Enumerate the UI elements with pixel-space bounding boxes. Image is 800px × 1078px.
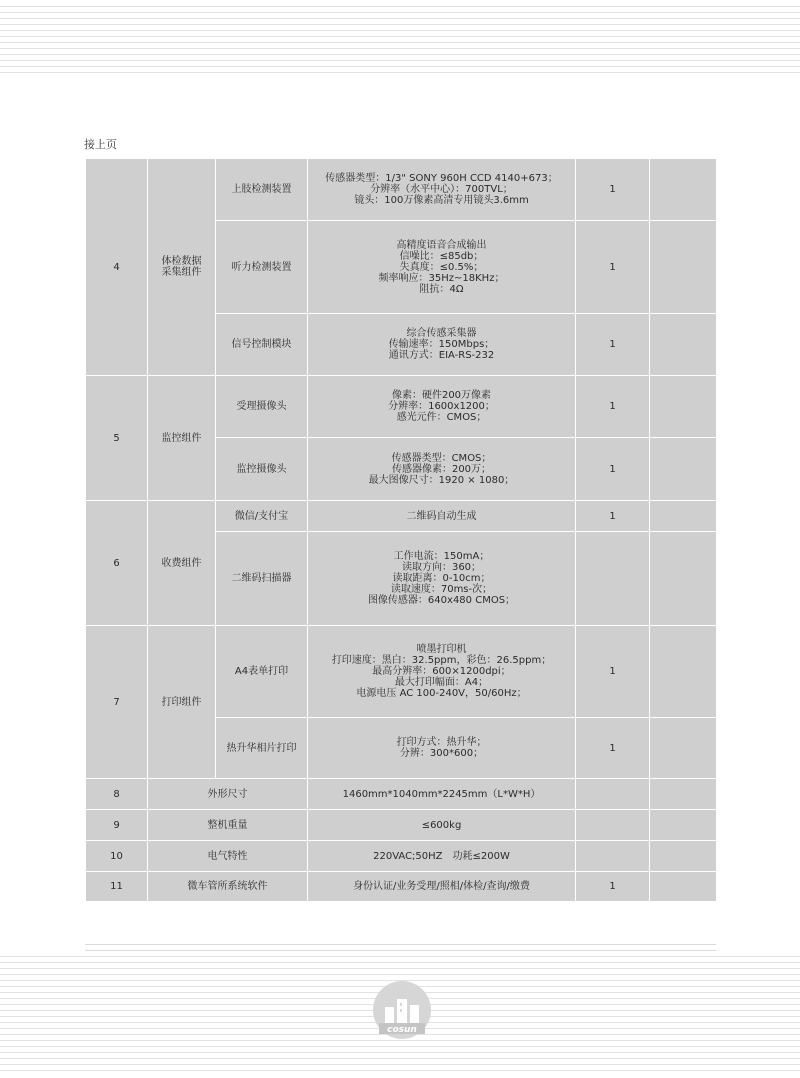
row-number: 6 xyxy=(86,501,148,626)
stripe-line xyxy=(0,36,800,37)
row-number: 4 xyxy=(86,159,148,376)
item-note xyxy=(650,872,717,902)
category-cell: 收费组件 xyxy=(148,501,216,626)
stripe-line xyxy=(85,944,716,945)
item-name: 二维码扫描器 xyxy=(216,532,308,626)
item-note xyxy=(650,779,717,810)
item-name: 热升华相片打印 xyxy=(216,718,308,779)
item-note xyxy=(650,438,717,501)
item-desc: 打印方式：热升华； 分辨：300*600； xyxy=(308,718,576,779)
category-cell xyxy=(148,159,216,376)
item-note xyxy=(650,159,717,221)
item-qty: 1 xyxy=(576,626,650,718)
item-name: 微信/支付宝 xyxy=(216,501,308,532)
stripe-line xyxy=(0,48,800,49)
item-desc: 传感器类型：CMOS； 传感器像素：200万； 最大图像尺寸：1920 × 1080； xyxy=(308,438,576,501)
stripe-line xyxy=(0,1052,800,1053)
item-name: 上肢检测装置 xyxy=(216,159,308,221)
stripe-line xyxy=(0,956,800,957)
item-qty xyxy=(576,532,650,626)
category-cell: 打印组件 xyxy=(148,626,216,779)
item-qty: 1 xyxy=(576,376,650,438)
stripe-line xyxy=(0,962,800,963)
item-name: 整机重量 xyxy=(148,810,308,841)
item-note xyxy=(650,810,717,841)
table-row xyxy=(86,626,717,718)
stripe-line xyxy=(0,1064,800,1065)
item-note xyxy=(650,718,717,779)
stripe-line xyxy=(0,66,800,67)
stripe-line xyxy=(0,18,800,19)
item-qty: 1 xyxy=(576,718,650,779)
item-desc: 传感器类型：1/3" SONY 960H CCD 4140+673； 分辨率（水平中心）：700TVL； 镜头：100万像素高清专用镜头3.6mm xyxy=(308,159,576,221)
stripe-line xyxy=(0,974,800,975)
item-desc: 1460mm*1040mm*2245mm（L*W*H） xyxy=(308,779,576,810)
item-qty: 1 xyxy=(576,872,650,902)
item-qty xyxy=(576,779,650,810)
stripe-line xyxy=(0,60,800,61)
item-qty: 1 xyxy=(576,501,650,532)
category-line: 采集组件 xyxy=(161,267,202,278)
item-name: 监控摄像头 xyxy=(216,438,308,501)
item-qty: 1 xyxy=(576,159,650,221)
stripe-line xyxy=(0,72,800,73)
item-note xyxy=(650,221,717,314)
stripe-line xyxy=(0,30,800,31)
item-desc: 综合传感采集器 传输速率：150Mbps； 通讯方式：EIA-RS-232 xyxy=(308,314,576,376)
stripe-line xyxy=(0,1058,800,1059)
item-qty: 1 xyxy=(576,221,650,314)
table-row xyxy=(86,376,717,438)
item-note xyxy=(650,532,717,626)
header-stripes xyxy=(0,0,800,78)
item-note xyxy=(650,501,717,532)
continued-label: 接上页 xyxy=(84,138,117,151)
item-name: A4表单打印 xyxy=(216,626,308,718)
svg-text:cosun: cosun xyxy=(387,1025,417,1035)
stripe-line xyxy=(0,6,800,7)
item-desc: ≤600kg xyxy=(308,810,576,841)
stripe-line xyxy=(0,24,800,25)
category-line: 体检数据 xyxy=(161,256,202,267)
item-desc: 像素：硬件200万像素 分辨率：1600x1200； 感光元件：CMOS； xyxy=(308,376,576,438)
row-number: 7 xyxy=(86,626,148,779)
item-desc: 220VAC;50HZ 功耗≤200W xyxy=(308,841,576,872)
item-desc: 高精度语音合成输出 信噪比：≤85db； 失真度：≤0.5%； 频率响应：35Hz~18KHz； 阻抗：4Ω xyxy=(308,221,576,314)
stripe-line xyxy=(0,968,800,969)
spec-table xyxy=(85,158,717,902)
item-name: 微车管所系统软件 xyxy=(148,872,308,902)
item-desc: 喷墨打印机 打印速度：黑白：32.5ppm，彩色：26.5ppm； 最高分辨率：600×1200dpi； 最大打印幅面：A4； 电源电压 AC 100-240V，50/60Hz； xyxy=(308,626,576,718)
table-row xyxy=(86,872,717,902)
stripe-line xyxy=(0,42,800,43)
item-note xyxy=(650,376,717,438)
item-desc: 二维码自动生成 xyxy=(308,501,576,532)
item-name: 听力检测装置 xyxy=(216,221,308,314)
table-row xyxy=(86,841,717,872)
table-row xyxy=(86,501,717,532)
table-row xyxy=(86,159,717,221)
row-number: 8 xyxy=(86,779,148,810)
stripe-line xyxy=(0,1046,800,1047)
stripe-line xyxy=(0,54,800,55)
table-row xyxy=(86,810,717,841)
item-note xyxy=(650,626,717,718)
cosun-logo xyxy=(371,979,433,1041)
item-name: 外形尺寸 xyxy=(148,779,308,810)
row-number: 11 xyxy=(86,872,148,902)
item-note xyxy=(650,841,717,872)
table-row xyxy=(86,779,717,810)
item-name: 电气特性 xyxy=(148,841,308,872)
stripe-line xyxy=(0,1070,800,1071)
row-number: 9 xyxy=(86,810,148,841)
stripe-line xyxy=(0,12,800,13)
item-desc: 身份认证/业务受理/照相/体检/查询/缴费 xyxy=(308,872,576,902)
item-name: 信号控制模块 xyxy=(216,314,308,376)
item-desc: 工作电流：150mA； 读取方向：360； 读取距离：0-10cm； 读取速度：70ms-次； 图像传感器：640x480 CMOS； xyxy=(308,532,576,626)
item-qty xyxy=(576,810,650,841)
row-number: 5 xyxy=(86,376,148,501)
item-note xyxy=(650,314,717,376)
category-cell: 监控组件 xyxy=(148,376,216,501)
item-qty xyxy=(576,841,650,872)
stripe-line xyxy=(85,950,716,951)
item-name: 受理摄像头 xyxy=(216,376,308,438)
item-qty: 1 xyxy=(576,438,650,501)
item-qty: 1 xyxy=(576,314,650,376)
row-number: 10 xyxy=(86,841,148,872)
